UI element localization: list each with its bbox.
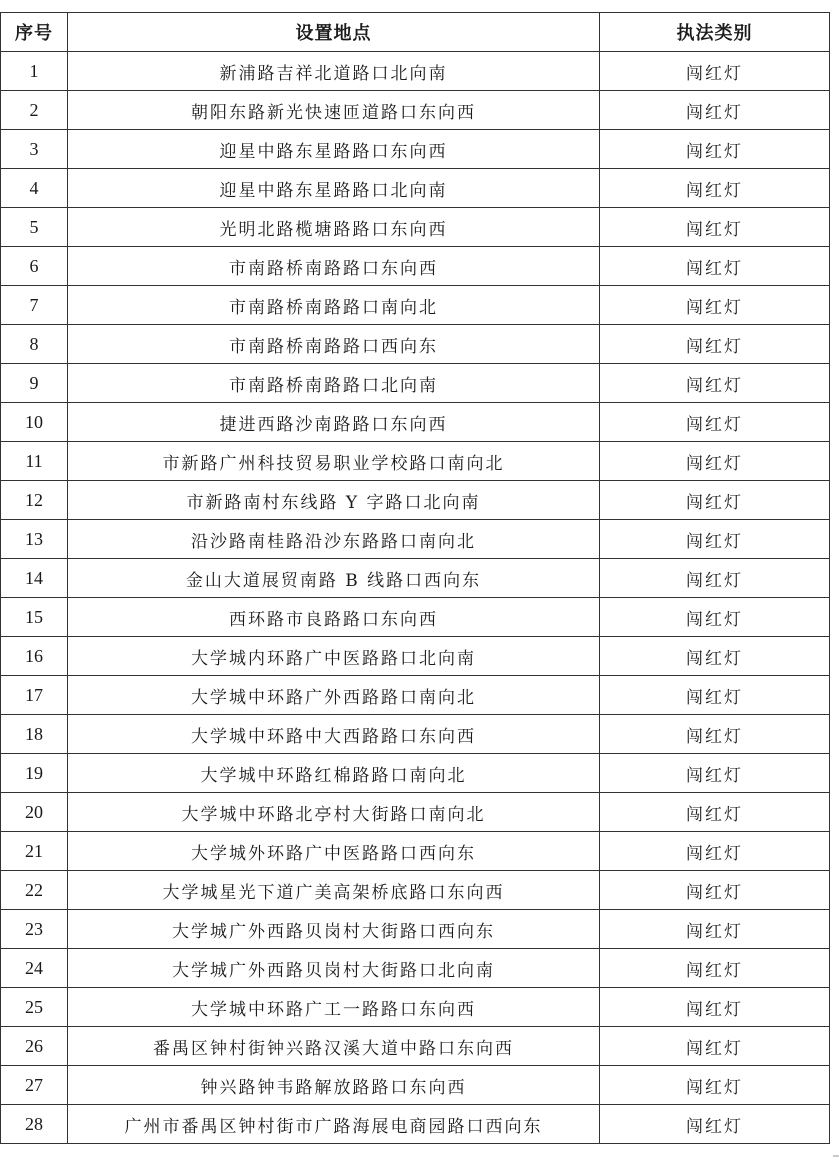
row-index: 24 [1, 949, 68, 988]
table-row [1, 1027, 830, 1066]
row-index: 18 [1, 715, 68, 754]
corner-mark [833, 1144, 839, 1150]
row-location: 广州市番禺区钟村街市广路海展电商园路口西向东 [68, 1105, 600, 1144]
row-category: 闯红灯 [600, 676, 830, 715]
row-index: 9 [1, 364, 68, 403]
row-location: 市南路桥南路路口东向西 [68, 247, 600, 286]
table-row [1, 988, 830, 1027]
row-index: 17 [1, 676, 68, 715]
table-row [1, 1105, 830, 1144]
row-category: 闯红灯 [600, 130, 830, 169]
table-row [1, 1066, 830, 1105]
row-category: 闯红灯 [600, 52, 830, 91]
row-location: 西环路市良路路口东向西 [68, 598, 600, 637]
table-row [1, 832, 830, 871]
row-category: 闯红灯 [600, 793, 830, 832]
table-row [1, 949, 830, 988]
row-index: 28 [1, 1105, 68, 1144]
row-category: 闯红灯 [600, 247, 830, 286]
enforcement-locations-table [0, 12, 830, 1144]
table-row [1, 793, 830, 832]
row-category: 闯红灯 [600, 949, 830, 988]
row-location: 大学城星光下道广美高架桥底路口东向西 [68, 871, 600, 910]
row-index: 27 [1, 1066, 68, 1105]
row-index: 6 [1, 247, 68, 286]
row-location: 沿沙路南桂路沿沙东路路口南向北 [68, 520, 600, 559]
row-category: 闯红灯 [600, 364, 830, 403]
table-row [1, 130, 830, 169]
row-category: 闯红灯 [600, 598, 830, 637]
row-category: 闯红灯 [600, 325, 830, 364]
header-category: 执法类别 [600, 13, 830, 52]
row-category: 闯红灯 [600, 403, 830, 442]
row-category: 闯红灯 [600, 754, 830, 793]
row-index: 3 [1, 130, 68, 169]
row-index: 19 [1, 754, 68, 793]
table-row [1, 403, 830, 442]
row-index: 22 [1, 871, 68, 910]
row-index: 26 [1, 1027, 68, 1066]
row-category: 闯红灯 [600, 1066, 830, 1105]
row-category: 闯红灯 [600, 1027, 830, 1066]
row-category: 闯红灯 [600, 637, 830, 676]
table-row [1, 520, 830, 559]
row-index: 1 [1, 52, 68, 91]
table-row [1, 637, 830, 676]
row-location: 大学城中环路广外西路路口南向北 [68, 676, 600, 715]
row-index: 16 [1, 637, 68, 676]
table-row [1, 676, 830, 715]
row-location: 新浦路吉祥北道路口北向南 [68, 52, 600, 91]
row-location: 金山大道展贸南路 B 线路口西向东 [68, 559, 600, 598]
row-location: 光明北路榄塘路路口东向西 [68, 208, 600, 247]
row-location: 市新路广州科技贸易职业学校路口南向北 [68, 442, 600, 481]
row-index: 15 [1, 598, 68, 637]
row-location: 市南路桥南路路口北向南 [68, 364, 600, 403]
table-body [1, 52, 830, 1144]
table-row [1, 910, 830, 949]
row-index: 13 [1, 520, 68, 559]
row-category: 闯红灯 [600, 481, 830, 520]
row-location: 大学城中环路中大西路路口东向西 [68, 715, 600, 754]
table-row [1, 871, 830, 910]
row-index: 8 [1, 325, 68, 364]
row-category: 闯红灯 [600, 169, 830, 208]
row-location: 钟兴路钟韦路解放路路口东向西 [68, 1066, 600, 1105]
row-index: 4 [1, 169, 68, 208]
row-location: 朝阳东路新光快速匝道路口东向西 [68, 91, 600, 130]
row-location: 大学城外环路广中医路路口西向东 [68, 832, 600, 871]
table-row [1, 247, 830, 286]
row-location: 大学城中环路北亭村大街路口南向北 [68, 793, 600, 832]
table-row [1, 715, 830, 754]
row-location: 市南路桥南路路口南向北 [68, 286, 600, 325]
row-index: 5 [1, 208, 68, 247]
row-category: 闯红灯 [600, 286, 830, 325]
table-row [1, 364, 830, 403]
row-category: 闯红灯 [600, 910, 830, 949]
table-row [1, 325, 830, 364]
row-location: 番禺区钟村街钟兴路汉溪大道中路口东向西 [68, 1027, 600, 1066]
row-location: 捷进西路沙南路路口东向西 [68, 403, 600, 442]
row-index: 25 [1, 988, 68, 1027]
row-index: 7 [1, 286, 68, 325]
table-row [1, 208, 830, 247]
row-category: 闯红灯 [600, 559, 830, 598]
table-row [1, 91, 830, 130]
row-location: 大学城广外西路贝岗村大街路口北向南 [68, 949, 600, 988]
row-category: 闯红灯 [600, 988, 830, 1027]
row-category: 闯红灯 [600, 715, 830, 754]
header-index: 序号 [1, 13, 68, 52]
row-category: 闯红灯 [600, 1105, 830, 1144]
row-location: 大学城广外西路贝岗村大街路口西向东 [68, 910, 600, 949]
row-location: 大学城中环路广工一路路口东向西 [68, 988, 600, 1027]
table-row [1, 442, 830, 481]
row-index: 14 [1, 559, 68, 598]
header-row [1, 13, 830, 52]
row-index: 10 [1, 403, 68, 442]
row-category: 闯红灯 [600, 91, 830, 130]
table-row [1, 52, 830, 91]
row-index: 23 [1, 910, 68, 949]
row-location: 市新路南村东线路 Y 字路口北向南 [68, 481, 600, 520]
row-index: 2 [1, 91, 68, 130]
row-index: 21 [1, 832, 68, 871]
row-location: 大学城内环路广中医路路口北向南 [68, 637, 600, 676]
row-location: 市南路桥南路路口西向东 [68, 325, 600, 364]
table-header [1, 13, 830, 52]
row-category: 闯红灯 [600, 520, 830, 559]
table-row [1, 286, 830, 325]
table-row [1, 169, 830, 208]
row-index: 11 [1, 442, 68, 481]
row-category: 闯红灯 [600, 442, 830, 481]
table-row [1, 754, 830, 793]
row-category: 闯红灯 [600, 832, 830, 871]
row-index: 20 [1, 793, 68, 832]
table-row [1, 481, 830, 520]
row-location: 迎星中路东星路路口东向西 [68, 130, 600, 169]
table-row [1, 598, 830, 637]
row-location: 大学城中环路红棉路路口南向北 [68, 754, 600, 793]
header-location: 设置地点 [68, 13, 600, 52]
row-location: 迎星中路东星路路口北向南 [68, 169, 600, 208]
row-index: 12 [1, 481, 68, 520]
table-row [1, 559, 830, 598]
row-category: 闯红灯 [600, 871, 830, 910]
row-category: 闯红灯 [600, 208, 830, 247]
